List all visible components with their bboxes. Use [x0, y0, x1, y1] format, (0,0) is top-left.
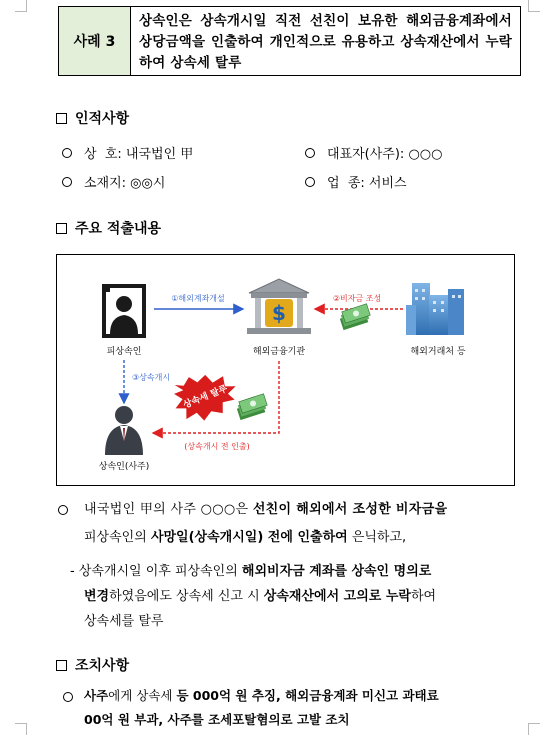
page-corner-mark [15, 723, 27, 735]
circle-bullet-icon [62, 148, 72, 158]
findings-sub-line-3: 상속세를 탈루 [84, 614, 164, 629]
square-bullet-icon [56, 660, 67, 671]
case-title: 상속인은 상속개시일 직전 선친이 보유한 해외금융계좌에서 상당금액을 인출하여 개인적으로 유용하고 상속재산에서 누락하여 상속세 탈루 [139, 13, 512, 71]
square-bullet-icon [56, 223, 67, 234]
circle-bullet-icon [305, 177, 315, 187]
case-header-box [58, 6, 521, 76]
page-corner-mark [528, 0, 540, 12]
info-industry: 업 종: 서비스 [305, 172, 407, 191]
section-findings: 주요 적출내용 [56, 218, 161, 238]
arrow-slush-fund-label: ②비자금 조성 [332, 294, 382, 303]
office-buildings-icon [406, 283, 464, 335]
node-partner-label: 해외거래처 등 [410, 347, 466, 357]
tax-evasion-stamp-icon [167, 362, 244, 429]
node-heir-label: 상속인(사주) [98, 462, 150, 472]
circle-bullet-icon [58, 505, 68, 515]
circle-bullet-icon [62, 177, 72, 187]
stamp-label: 상속세 탈루 [182, 383, 230, 411]
circle-bullet-icon [63, 692, 73, 702]
findings-line-2: 피상속인의 사망일(상속개시일) 전에 인출하여 은닉하고, [84, 530, 407, 545]
scheme-diagram-svg [57, 255, 516, 487]
measures-line-2: 00억 원 부과, 사주를 조세포탈혐의로 고발 조치 [84, 712, 350, 727]
square-bullet-icon [56, 113, 67, 124]
info-company-name: 상 호: 내국법인 甲 [62, 143, 193, 162]
case-label: 사례 3 [59, 7, 131, 75]
scheme-diagram [56, 254, 515, 486]
money-bundle-icon [338, 304, 372, 330]
bank-icon [247, 279, 311, 334]
section-personal-info: 인적사항 [56, 108, 129, 128]
svg-text:$: $ [272, 301, 286, 325]
findings-sub-line-2: 변경하였음에도 상속세 신고 시 상속재산에서 고의로 누락하여 [84, 589, 437, 604]
money-bundle-icon [235, 394, 269, 420]
arrow-withdrawal-label: (상속개시 전 인출) [184, 442, 250, 451]
findings-line-1: 내국법인 甲의 사주 ○○○은 선친이 해외에서 조성한 비자금을 [84, 502, 448, 517]
info-representative: 대표자(사주): ○○○ [305, 143, 442, 162]
findings-sub-line-1: - 상속개시일 이후 피상속인의 해외비자금 계좌를 상속인 명의로 [70, 564, 432, 579]
page-corner-mark [15, 0, 27, 12]
circle-bullet-icon [305, 148, 315, 158]
node-bank-label: 해외금융기관 [252, 347, 306, 357]
deceased-portrait-icon [102, 284, 146, 338]
page-corner-mark [528, 723, 540, 735]
arrow-open-account-label: ①해외계좌개설 [171, 294, 225, 303]
arrow-inheritance-start-label: ③상속개시 [132, 373, 171, 382]
section-measures: 조치사항 [56, 655, 129, 675]
heir-businessman-icon [105, 406, 143, 455]
info-location: 소재지: ◎◎시 [62, 172, 165, 191]
measures-line-1: 사주에게 상속세 등 000억 원 추징, 해외금융계좌 미신고 과태료 [84, 688, 439, 703]
node-deceased-label: 피상속인 [106, 347, 142, 357]
